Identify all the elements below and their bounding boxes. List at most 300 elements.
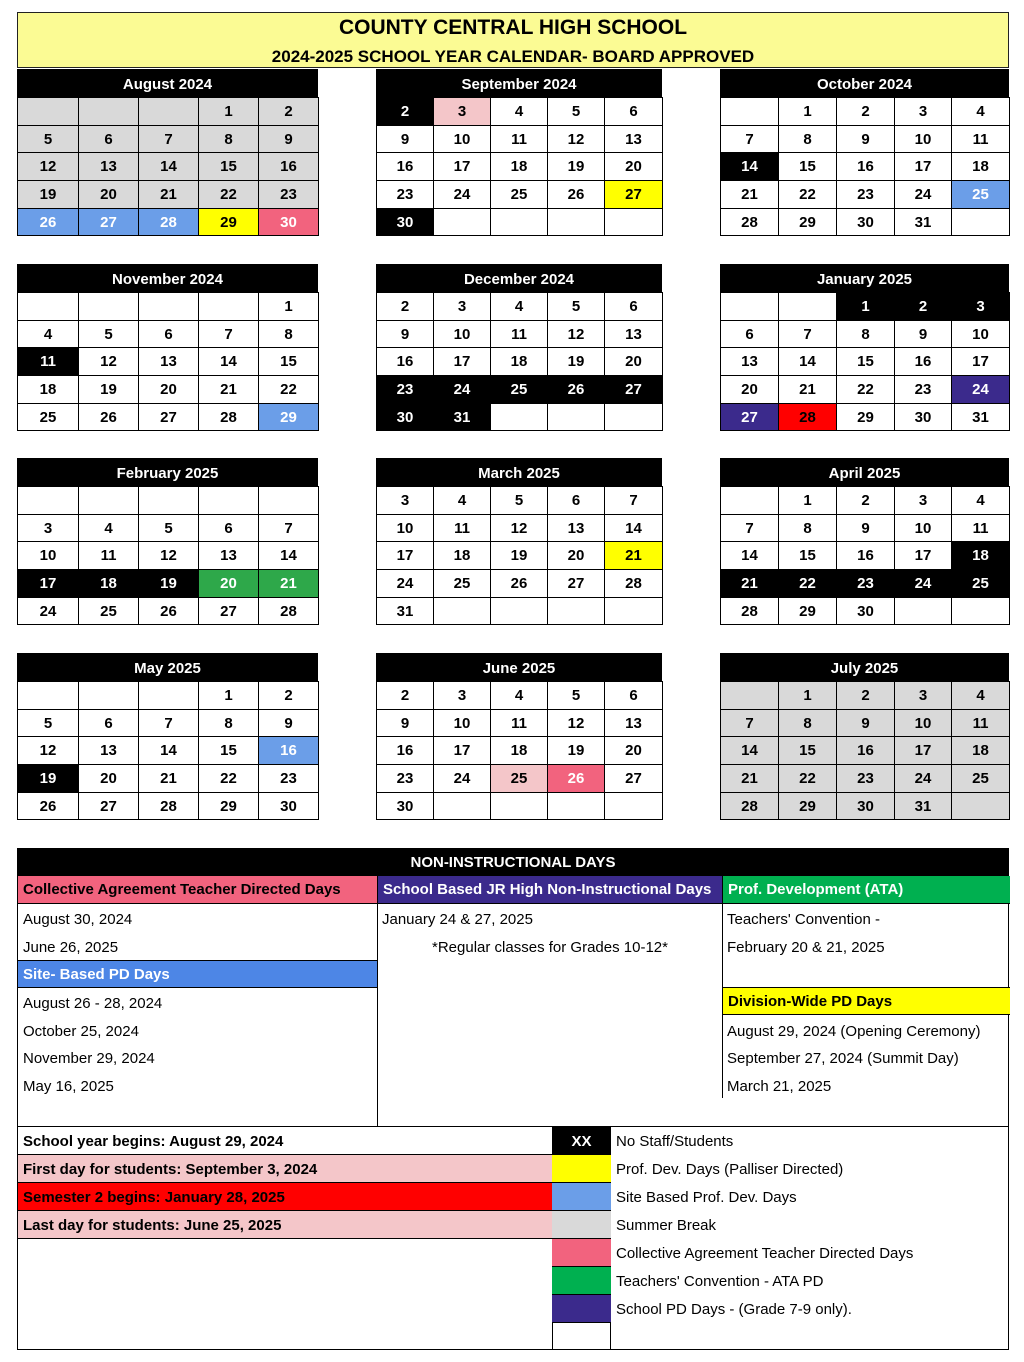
day-cell: 18 bbox=[79, 570, 139, 598]
day-cell: 10 bbox=[377, 515, 434, 543]
day-cell: 14 bbox=[259, 542, 319, 570]
day-cell: 20 bbox=[605, 348, 663, 376]
day-cell: 23 bbox=[837, 570, 895, 598]
day-cell: 16 bbox=[837, 153, 895, 181]
day-cell: 18 bbox=[952, 153, 1010, 181]
day-cell: 1 bbox=[199, 98, 259, 126]
day-cell: 10 bbox=[434, 126, 491, 154]
empty-day-cell bbox=[605, 404, 663, 432]
empty-day-cell bbox=[259, 487, 319, 515]
day-cell: 14 bbox=[605, 515, 663, 543]
day-cell: 30 bbox=[259, 209, 319, 237]
day-cell: 8 bbox=[199, 126, 259, 154]
day-cell: 23 bbox=[377, 765, 434, 793]
day-cell: 12 bbox=[79, 348, 139, 376]
day-cell: 14 bbox=[139, 737, 199, 765]
day-cell: 16 bbox=[377, 348, 434, 376]
day-cell: 13 bbox=[605, 710, 663, 738]
key-date-row: School year begins: August 29, 2024 bbox=[18, 1127, 552, 1155]
day-cell: 24 bbox=[895, 570, 952, 598]
day-cell: 17 bbox=[377, 542, 434, 570]
day-cell: 25 bbox=[79, 598, 139, 626]
day-cell: 6 bbox=[548, 487, 605, 515]
day-cell: 6 bbox=[79, 710, 139, 738]
day-cell: 12 bbox=[491, 515, 548, 543]
legend-swatch-black: XX bbox=[552, 1127, 611, 1155]
day-cell: 10 bbox=[895, 515, 952, 543]
day-cell: 26 bbox=[548, 181, 605, 209]
day-cell: 30 bbox=[377, 404, 434, 432]
day-cell: 13 bbox=[79, 737, 139, 765]
day-cell: 10 bbox=[895, 126, 952, 154]
day-cell: 13 bbox=[721, 348, 779, 376]
day-cell: 12 bbox=[139, 542, 199, 570]
day-cell: 4 bbox=[952, 682, 1010, 710]
day-cell: 7 bbox=[721, 710, 779, 738]
day-cell: 18 bbox=[434, 542, 491, 570]
day-cell: 29 bbox=[199, 209, 259, 237]
day-cell: 27 bbox=[605, 181, 663, 209]
day-cell: 16 bbox=[259, 737, 319, 765]
day-cell: 4 bbox=[952, 98, 1010, 126]
day-cell: 20 bbox=[721, 376, 779, 404]
day-cell: 20 bbox=[139, 376, 199, 404]
day-cell: 4 bbox=[491, 293, 548, 321]
day-cell: 15 bbox=[779, 737, 837, 765]
day-cell: 8 bbox=[199, 710, 259, 738]
day-cell: 27 bbox=[548, 570, 605, 598]
day-cell: 23 bbox=[837, 765, 895, 793]
empty-day-cell bbox=[952, 793, 1010, 821]
empty-day-cell bbox=[434, 598, 491, 626]
day-cell: 18 bbox=[491, 737, 548, 765]
month-title: May 2025 bbox=[17, 653, 318, 681]
day-cell: 2 bbox=[377, 293, 434, 321]
collective-date: June 26, 2025 bbox=[23, 939, 119, 956]
day-cell: 26 bbox=[18, 793, 79, 821]
day-cell: 15 bbox=[199, 153, 259, 181]
day-cell: 31 bbox=[895, 209, 952, 237]
day-cell: 30 bbox=[895, 404, 952, 432]
day-cell: 20 bbox=[548, 542, 605, 570]
day-cell: 10 bbox=[18, 542, 79, 570]
day-cell: 6 bbox=[605, 98, 663, 126]
month-title: July 2025 bbox=[720, 653, 1009, 681]
day-cell: 28 bbox=[779, 404, 837, 432]
empty-day-cell bbox=[548, 598, 605, 626]
empty-day-cell bbox=[139, 682, 199, 710]
day-cell: 17 bbox=[18, 570, 79, 598]
day-cell: 26 bbox=[79, 404, 139, 432]
day-cell: 8 bbox=[837, 321, 895, 349]
division-pd-heading: Division-Wide PD Days bbox=[723, 987, 1010, 1015]
day-cell: 4 bbox=[952, 487, 1010, 515]
empty-day-cell bbox=[491, 209, 548, 237]
day-cell: 24 bbox=[434, 181, 491, 209]
day-cell: 30 bbox=[377, 793, 434, 821]
day-cell: 20 bbox=[79, 181, 139, 209]
day-cell: 16 bbox=[259, 153, 319, 181]
jr-high-heading: School Based JR High Non-Instructional Days bbox=[378, 876, 722, 904]
empty-day-cell bbox=[721, 682, 779, 710]
day-cell: 14 bbox=[139, 153, 199, 181]
day-cell: 22 bbox=[779, 181, 837, 209]
jr-high-dates: January 24 & 27, 2025 bbox=[382, 911, 533, 928]
division-pd-date: September 27, 2024 (Summit Day) bbox=[727, 1050, 959, 1067]
day-cell: 19 bbox=[548, 348, 605, 376]
day-cell: 8 bbox=[259, 321, 319, 349]
day-cell: 22 bbox=[259, 376, 319, 404]
key-dates-legend bbox=[17, 1126, 1009, 1350]
month-day-grid bbox=[17, 486, 319, 625]
day-cell: 17 bbox=[895, 737, 952, 765]
day-cell: 10 bbox=[895, 710, 952, 738]
day-cell: 12 bbox=[18, 153, 79, 181]
day-cell: 21 bbox=[259, 570, 319, 598]
day-cell: 27 bbox=[199, 598, 259, 626]
day-cell: 11 bbox=[491, 126, 548, 154]
day-cell: 16 bbox=[377, 737, 434, 765]
day-cell: 2 bbox=[377, 98, 434, 126]
day-cell: 15 bbox=[779, 542, 837, 570]
empty-day-cell bbox=[779, 293, 837, 321]
day-cell: 28 bbox=[139, 793, 199, 821]
day-cell: 17 bbox=[434, 737, 491, 765]
day-cell: 3 bbox=[434, 682, 491, 710]
day-cell: 24 bbox=[895, 181, 952, 209]
day-cell: 23 bbox=[377, 181, 434, 209]
day-cell: 22 bbox=[779, 570, 837, 598]
day-cell: 7 bbox=[139, 710, 199, 738]
calendar-subtitle: 2024-2025 SCHOOL YEAR CALENDAR- BOARD APPROVED bbox=[271, 47, 755, 66]
empty-day-cell bbox=[952, 209, 1010, 237]
day-cell: 5 bbox=[79, 321, 139, 349]
day-cell: 8 bbox=[779, 126, 837, 154]
day-cell: 1 bbox=[779, 98, 837, 126]
empty-day-cell bbox=[491, 598, 548, 626]
site-pd-date: May 16, 2025 bbox=[23, 1078, 114, 1095]
day-cell: 4 bbox=[491, 682, 548, 710]
day-cell: 25 bbox=[491, 376, 548, 404]
day-cell: 9 bbox=[377, 321, 434, 349]
empty-day-cell bbox=[434, 209, 491, 237]
day-cell: 17 bbox=[434, 153, 491, 181]
day-cell: 17 bbox=[434, 348, 491, 376]
day-cell: 29 bbox=[259, 404, 319, 432]
day-cell: 26 bbox=[548, 765, 605, 793]
day-cell: 21 bbox=[139, 765, 199, 793]
day-cell: 6 bbox=[199, 515, 259, 543]
day-cell: 28 bbox=[199, 404, 259, 432]
empty-day-cell bbox=[895, 598, 952, 626]
day-cell: 6 bbox=[79, 126, 139, 154]
day-cell: 24 bbox=[895, 765, 952, 793]
day-cell: 11 bbox=[952, 710, 1010, 738]
site-pd-date: August 26 - 28, 2024 bbox=[23, 995, 163, 1012]
day-cell: 28 bbox=[721, 598, 779, 626]
empty-day-cell bbox=[548, 209, 605, 237]
day-cell: 21 bbox=[721, 570, 779, 598]
legend-label: Summer Break bbox=[616, 1217, 717, 1234]
non-instructional-title: NON-INSTRUCTIONAL DAYS bbox=[17, 848, 1009, 876]
day-cell: 27 bbox=[79, 209, 139, 237]
calendar-header bbox=[17, 12, 1009, 68]
day-cell: 20 bbox=[79, 765, 139, 793]
day-cell: 25 bbox=[491, 765, 548, 793]
empty-day-cell bbox=[18, 98, 79, 126]
day-cell: 18 bbox=[952, 737, 1010, 765]
empty-day-cell bbox=[199, 487, 259, 515]
site-pd-date: November 29, 2024 bbox=[23, 1050, 155, 1067]
empty-day-cell bbox=[434, 793, 491, 821]
day-cell: 7 bbox=[721, 515, 779, 543]
day-cell: 23 bbox=[259, 181, 319, 209]
empty-day-cell bbox=[79, 293, 139, 321]
month-day-grid bbox=[17, 681, 319, 820]
day-cell: 6 bbox=[139, 321, 199, 349]
day-cell: 20 bbox=[605, 737, 663, 765]
day-cell: 28 bbox=[139, 209, 199, 237]
key-date-row: Last day for students: June 25, 2025 bbox=[18, 1211, 552, 1239]
day-cell: 22 bbox=[837, 376, 895, 404]
month-day-grid bbox=[376, 292, 663, 431]
day-cell: 3 bbox=[434, 98, 491, 126]
legend-label: School PD Days - (Grade 7-9 only). bbox=[616, 1301, 852, 1318]
day-cell: 7 bbox=[721, 126, 779, 154]
empty-day-cell bbox=[18, 487, 79, 515]
day-cell: 9 bbox=[259, 126, 319, 154]
legend-swatch-purple bbox=[552, 1295, 611, 1323]
empty-day-cell bbox=[79, 487, 139, 515]
division-pd-date: August 29, 2024 (Opening Ceremony) bbox=[727, 1023, 981, 1040]
month-title: February 2025 bbox=[17, 458, 318, 486]
day-cell: 18 bbox=[18, 376, 79, 404]
day-cell: 13 bbox=[605, 126, 663, 154]
key-date-row: First day for students: September 3, 2024 bbox=[18, 1155, 552, 1183]
day-cell: 31 bbox=[377, 598, 434, 626]
day-cell: 5 bbox=[18, 710, 79, 738]
day-cell: 19 bbox=[18, 765, 79, 793]
month-title: April 2025 bbox=[720, 458, 1009, 486]
day-cell: 22 bbox=[199, 181, 259, 209]
day-cell: 3 bbox=[18, 515, 79, 543]
day-cell: 3 bbox=[434, 293, 491, 321]
day-cell: 2 bbox=[837, 487, 895, 515]
day-cell: 13 bbox=[548, 515, 605, 543]
day-cell: 7 bbox=[605, 487, 663, 515]
day-cell: 10 bbox=[434, 321, 491, 349]
month-day-grid bbox=[17, 292, 319, 431]
empty-day-cell bbox=[491, 793, 548, 821]
empty-day-cell bbox=[139, 98, 199, 126]
day-cell: 6 bbox=[605, 682, 663, 710]
day-cell: 2 bbox=[837, 682, 895, 710]
day-cell: 6 bbox=[721, 321, 779, 349]
day-cell: 31 bbox=[895, 793, 952, 821]
empty-day-cell bbox=[721, 293, 779, 321]
month-day-grid bbox=[376, 486, 663, 625]
empty-day-cell bbox=[79, 682, 139, 710]
day-cell: 3 bbox=[377, 487, 434, 515]
day-cell: 16 bbox=[837, 542, 895, 570]
day-cell: 29 bbox=[779, 598, 837, 626]
division-pd-date: March 21, 2025 bbox=[727, 1078, 832, 1095]
day-cell: 21 bbox=[721, 765, 779, 793]
empty-day-cell bbox=[139, 293, 199, 321]
day-cell: 1 bbox=[199, 682, 259, 710]
day-cell: 5 bbox=[548, 98, 605, 126]
day-cell: 23 bbox=[259, 765, 319, 793]
day-cell: 7 bbox=[199, 321, 259, 349]
day-cell: 19 bbox=[548, 153, 605, 181]
day-cell: 2 bbox=[259, 98, 319, 126]
day-cell: 2 bbox=[837, 98, 895, 126]
day-cell: 11 bbox=[952, 126, 1010, 154]
day-cell: 26 bbox=[139, 598, 199, 626]
empty-day-cell bbox=[199, 293, 259, 321]
day-cell: 15 bbox=[199, 737, 259, 765]
day-cell: 1 bbox=[779, 682, 837, 710]
day-cell: 29 bbox=[837, 404, 895, 432]
day-cell: 13 bbox=[605, 321, 663, 349]
day-cell: 23 bbox=[377, 376, 434, 404]
day-cell: 24 bbox=[434, 376, 491, 404]
day-cell: 2 bbox=[259, 682, 319, 710]
day-cell: 23 bbox=[895, 376, 952, 404]
day-cell: 28 bbox=[721, 209, 779, 237]
month-day-grid bbox=[376, 97, 663, 236]
day-cell: 25 bbox=[434, 570, 491, 598]
day-cell: 13 bbox=[139, 348, 199, 376]
day-cell: 19 bbox=[491, 542, 548, 570]
day-cell: 25 bbox=[952, 570, 1010, 598]
day-cell: 21 bbox=[139, 181, 199, 209]
empty-day-cell bbox=[548, 793, 605, 821]
day-cell: 30 bbox=[377, 209, 434, 237]
month-title: September 2024 bbox=[376, 69, 662, 97]
day-cell: 9 bbox=[837, 126, 895, 154]
month-day-grid bbox=[720, 292, 1010, 431]
day-cell: 27 bbox=[139, 404, 199, 432]
day-cell: 9 bbox=[259, 710, 319, 738]
empty-day-cell bbox=[79, 98, 139, 126]
day-cell: 5 bbox=[139, 515, 199, 543]
day-cell: 9 bbox=[837, 515, 895, 543]
day-cell: 9 bbox=[837, 710, 895, 738]
collective-agreement-heading: Collective Agreement Teacher Directed Days bbox=[18, 876, 377, 904]
day-cell: 9 bbox=[895, 321, 952, 349]
day-cell: 9 bbox=[377, 710, 434, 738]
day-cell: 4 bbox=[79, 515, 139, 543]
site-based-pd-heading: Site- Based PD Days bbox=[18, 960, 377, 988]
day-cell: 11 bbox=[18, 348, 79, 376]
day-cell: 26 bbox=[491, 570, 548, 598]
empty-day-cell bbox=[721, 487, 779, 515]
empty-day-cell bbox=[605, 793, 663, 821]
day-cell: 8 bbox=[779, 710, 837, 738]
month-title: June 2025 bbox=[376, 653, 662, 681]
day-cell: 10 bbox=[434, 710, 491, 738]
legend-swatch-pink bbox=[552, 1239, 611, 1267]
day-cell: 11 bbox=[491, 710, 548, 738]
day-cell: 21 bbox=[779, 376, 837, 404]
month-day-grid bbox=[720, 97, 1010, 236]
day-cell: 4 bbox=[18, 321, 79, 349]
day-cell: 14 bbox=[721, 542, 779, 570]
day-cell: 11 bbox=[952, 515, 1010, 543]
collective-date: August 30, 2024 bbox=[23, 911, 133, 928]
column-divider bbox=[377, 876, 378, 1126]
empty-day-cell bbox=[18, 682, 79, 710]
month-title: November 2024 bbox=[17, 264, 318, 292]
empty-day-cell bbox=[491, 404, 548, 432]
day-cell: 22 bbox=[779, 765, 837, 793]
key-date-row: Semester 2 begins: January 28, 2025 bbox=[18, 1183, 552, 1211]
day-cell: 25 bbox=[952, 181, 1010, 209]
day-cell: 26 bbox=[548, 376, 605, 404]
day-cell: 3 bbox=[895, 98, 952, 126]
legend-swatch-blue bbox=[552, 1183, 611, 1211]
day-cell: 24 bbox=[18, 598, 79, 626]
legend-swatch-green bbox=[552, 1267, 611, 1295]
day-cell: 27 bbox=[79, 793, 139, 821]
day-cell: 22 bbox=[199, 765, 259, 793]
day-cell: 17 bbox=[952, 348, 1010, 376]
day-cell: 5 bbox=[491, 487, 548, 515]
legend-swatch-yellow bbox=[552, 1155, 611, 1183]
day-cell: 28 bbox=[605, 570, 663, 598]
day-cell: 5 bbox=[548, 293, 605, 321]
empty-day-cell bbox=[548, 404, 605, 432]
month-day-grid bbox=[720, 681, 1010, 820]
day-cell: 11 bbox=[434, 515, 491, 543]
day-cell: 25 bbox=[18, 404, 79, 432]
day-cell: 16 bbox=[837, 737, 895, 765]
day-cell: 15 bbox=[259, 348, 319, 376]
day-cell: 1 bbox=[259, 293, 319, 321]
day-cell: 27 bbox=[605, 765, 663, 793]
day-cell: 3 bbox=[952, 293, 1010, 321]
jr-high-note: *Regular classes for Grades 10-12* bbox=[432, 939, 668, 956]
ata-line: Teachers' Convention - bbox=[727, 911, 880, 928]
legend-label: Teachers' Convention - ATA PD bbox=[616, 1273, 824, 1290]
day-cell: 3 bbox=[895, 682, 952, 710]
day-cell: 9 bbox=[377, 126, 434, 154]
legend-swatch-gray bbox=[552, 1211, 611, 1239]
day-cell: 14 bbox=[721, 153, 779, 181]
day-cell: 14 bbox=[721, 737, 779, 765]
day-cell: 4 bbox=[491, 98, 548, 126]
day-cell: 12 bbox=[548, 710, 605, 738]
legend-label: No Staff/Students bbox=[616, 1133, 734, 1150]
day-cell: 30 bbox=[259, 793, 319, 821]
site-pd-date: October 25, 2024 bbox=[23, 1023, 139, 1040]
day-cell: 27 bbox=[721, 404, 779, 432]
month-title: October 2024 bbox=[720, 69, 1009, 97]
day-cell: 25 bbox=[491, 181, 548, 209]
day-cell: 6 bbox=[605, 293, 663, 321]
day-cell: 23 bbox=[837, 181, 895, 209]
month-title: August 2024 bbox=[17, 69, 318, 97]
day-cell: 28 bbox=[721, 793, 779, 821]
day-cell: 31 bbox=[952, 404, 1010, 432]
day-cell: 19 bbox=[548, 737, 605, 765]
day-cell: 16 bbox=[377, 153, 434, 181]
day-cell: 8 bbox=[779, 515, 837, 543]
day-cell: 14 bbox=[779, 348, 837, 376]
day-cell: 15 bbox=[837, 348, 895, 376]
day-cell: 1 bbox=[779, 487, 837, 515]
